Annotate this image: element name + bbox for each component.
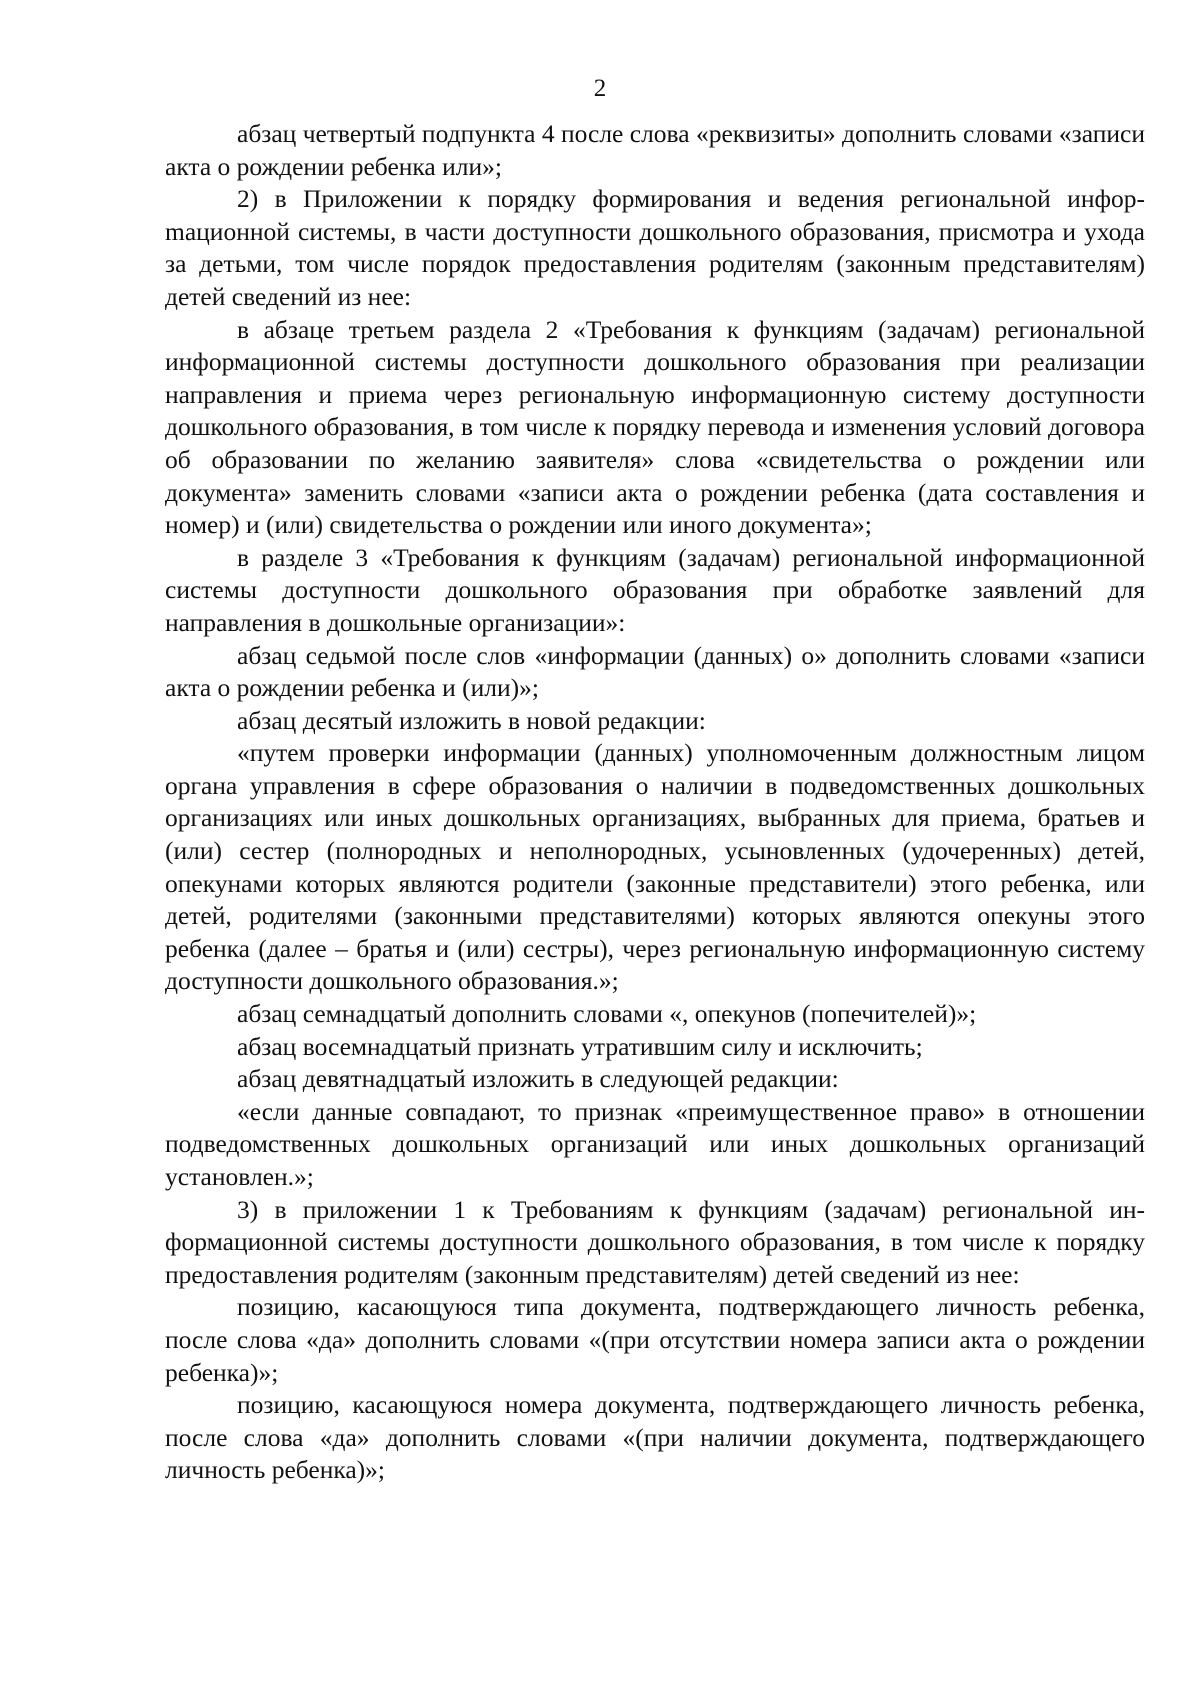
paragraph: 2) в Приложении к порядку формирования и ведения региональной инфорmационной системы, в части доступности дошкольного образования, присмотра и ухода за детьми, том числе порядок предоставления родителям (законным представителям) детей сведений из нее:: [165, 184, 1145, 311]
paragraph: «путем проверки информации (данных) уполномоченным должностным лицом органа управления в сфере образования о наличии в подведомственных дошкольных организациях или иных дошкольных организациях, выбранных для приема, братьев и (или) сестер (полнородных и неполнородных, усыновленных (удочеренных) детей, опекунами которых являются родители (законные представители) этого ребенка, или детей, родителями (законными представителями) которых являются опекуны этого ребенка (далее – братья и (или) сестры), через региональную информационную систему доступности дошкольного образования.»;: [165, 738, 1145, 996]
paragraph: 3) в приложении 1 к Требованиям к функциям (задачам) региональной информационной системы доступности дошкольного образования, в том числе к порядку предоставления родителям (законным представителям) детей сведений из нее:: [165, 1194, 1145, 1289]
page-number: 2: [593, 75, 607, 102]
paragraph: абзац семнадцатый дополнить словами «, опекунов (попечителей)»;: [237, 999, 977, 1029]
paragraph: в разделе 3 «Требования к функциям (задачам) региональной информационной системы доступности дошкольного образования при обработке заявлений для направления в дошкольные организации»:: [165, 542, 1145, 637]
paragraph: абзац восемнадцатый признать утратившим силу и исключить;: [237, 1031, 923, 1061]
paragraph: в абзаце третьем раздела 2 «Требования к функциям (задачам) региональной информационной системы доступности дошкольного образования при реализации направления и приема через региональную информационную систему доступности дошкольного образования, в том числе к порядку перевода и изменения условий договора об образовании по желанию заявителя» слова «свидетельства о рождении или документа» заменить словами «записи акта о рождении ребенка (дата составления и номер) и (или) свидетельства о рождении или иного документа»;: [165, 314, 1145, 540]
document-body: [165, 118, 1145, 1487]
paragraph: абзац четвертый подпункта 4 после слова «реквизиты» дополнить словами «записи акта о рождении ребенка или»;: [165, 119, 1145, 181]
paragraph: абзац десятый изложить в новой редакции:: [237, 705, 706, 735]
paragraph: позицию, касающуюся типа документа, подтверждающего личность ребенка, после слова «да» дополнить словами «(при отсутствии номера записи акта о рождении ребенка)»;: [165, 1292, 1145, 1387]
paragraph: позицию, касающуюся номера документа, подтверждающего личность ребенка, после слова «да» дополнить словами «(при наличии документа, подтверждающего личность ребенка)»;: [165, 1390, 1145, 1485]
paragraph: «если данные совпадают, то признак «преимущественное право» в отношении подведомственных дошкольных организаций или иных дошкольных организаций установлен.»;: [165, 1096, 1145, 1191]
paragraph: абзац девятнадцатый изложить в следующей редакции:: [237, 1064, 839, 1094]
paragraph: абзац седьмой после слов «информации (данных) о» дополнить словами «записи акта о рождении ребенка и (или)»;: [165, 640, 1145, 703]
